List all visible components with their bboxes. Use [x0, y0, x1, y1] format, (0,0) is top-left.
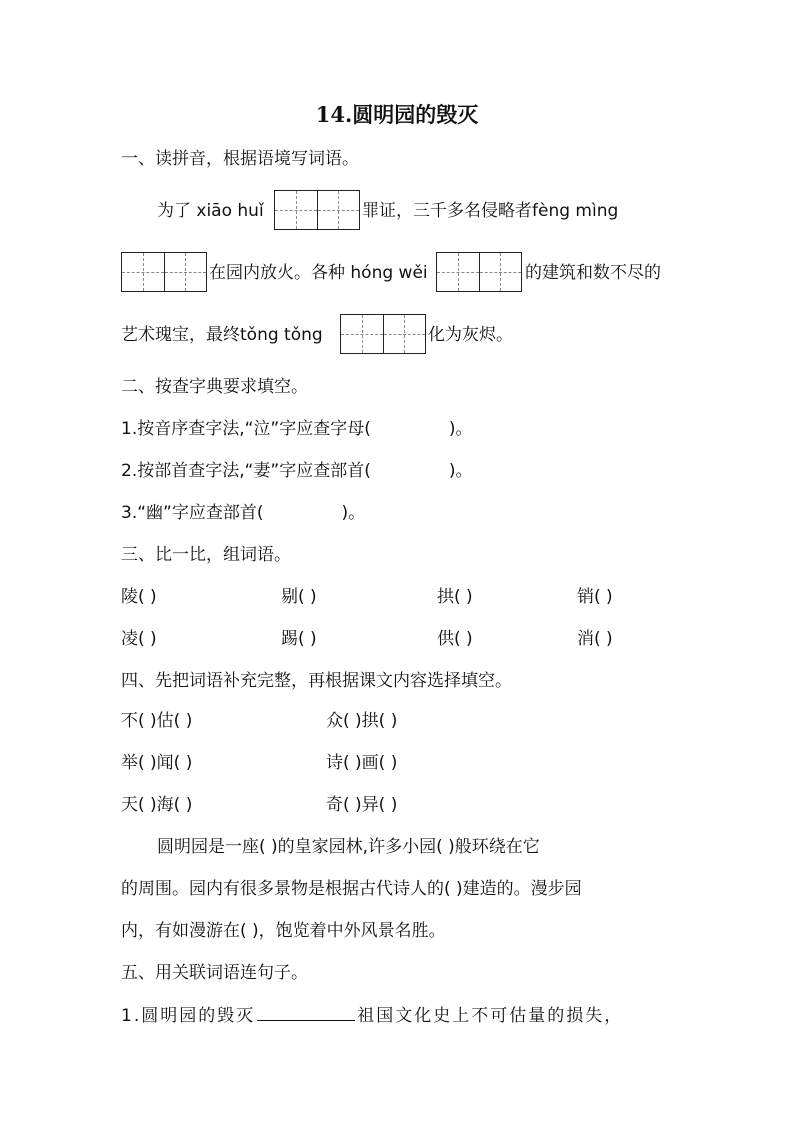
section-2-heading: 二、按查字典要求填空。 [121, 377, 308, 397]
compare-item: 拱( ) [437, 587, 473, 607]
compare-item: 凌( ) [121, 629, 157, 649]
section-4-heading: 四、先把词语补充完整，再根据课文内容选择填空。 [121, 671, 512, 691]
s5-q1: 1.圆明园的毁灭 祖国文化史上不可估量的损失， [121, 1006, 624, 1026]
s1-line3-end: 化为灰烬。 [428, 325, 513, 345]
compare-item: 踢( ) [281, 629, 317, 649]
s4-paragraph-line2: 的周围。园内有很多景物是根据古代诗人的( )建造的。漫步园 [121, 879, 582, 899]
compare-item: 消( ) [577, 629, 613, 649]
s2-q2: 2.按部首查字法,“妻”字应查部首( )。 [121, 461, 473, 481]
idiom-item: 不( )估( ) [121, 711, 193, 731]
idiom-item: 诗( )画( ) [326, 753, 398, 773]
pinyin-answer-box-3[interactable] [436, 252, 522, 292]
s1-line1-end: 罪证，三千多名侵略者fèng mìng [362, 201, 619, 221]
pinyin-answer-box-4[interactable] [340, 314, 426, 354]
page-title: 14.圆明园的毁灭 [315, 102, 479, 127]
compare-item: 供( ) [437, 629, 473, 649]
pinyin-answer-box-2[interactable] [121, 252, 207, 292]
s2-q1: 1.按音序查字法,“泣”字应查字母( )。 [121, 419, 473, 439]
idiom-item: 奇( )异( ) [326, 795, 398, 815]
section-3-heading: 三、比一比，组词语。 [121, 545, 291, 565]
compare-item: 陵( ) [121, 587, 157, 607]
pinyin-answer-box-1[interactable] [274, 190, 360, 230]
s5-q1-blank[interactable] [257, 1004, 355, 1021]
section-1-heading: 一、读拼音，根据语境写词语。 [121, 149, 359, 169]
compare-item: 销( ) [577, 587, 613, 607]
s1-line2-end: 的建筑和数不尽的 [525, 263, 661, 283]
idiom-item: 举( )闻( ) [121, 753, 193, 773]
s1-line1-start: 为了 xiāo huǐ [157, 201, 264, 221]
compare-item: 剔( ) [281, 587, 317, 607]
s1-line3-start: 艺术瑰宝，最终tǒng tǒng [121, 325, 323, 345]
s2-q3: 3.“幽”字应查部首( )。 [121, 503, 366, 523]
idiom-item: 众( )拱( ) [326, 711, 398, 731]
s1-line2-start: 在园内放火。各种 hóng wěi [209, 263, 428, 283]
s4-paragraph-line3: 内，有如漫游在( )，饱览着中外风景名胜。 [121, 921, 446, 941]
s4-paragraph-line1: 圆明园是一座( )的皇家园林,许多小园( )般环绕在它 [157, 837, 540, 857]
section-5-heading: 五、用关联词语连句子。 [121, 963, 308, 983]
idiom-item: 天( )海( ) [121, 795, 193, 815]
